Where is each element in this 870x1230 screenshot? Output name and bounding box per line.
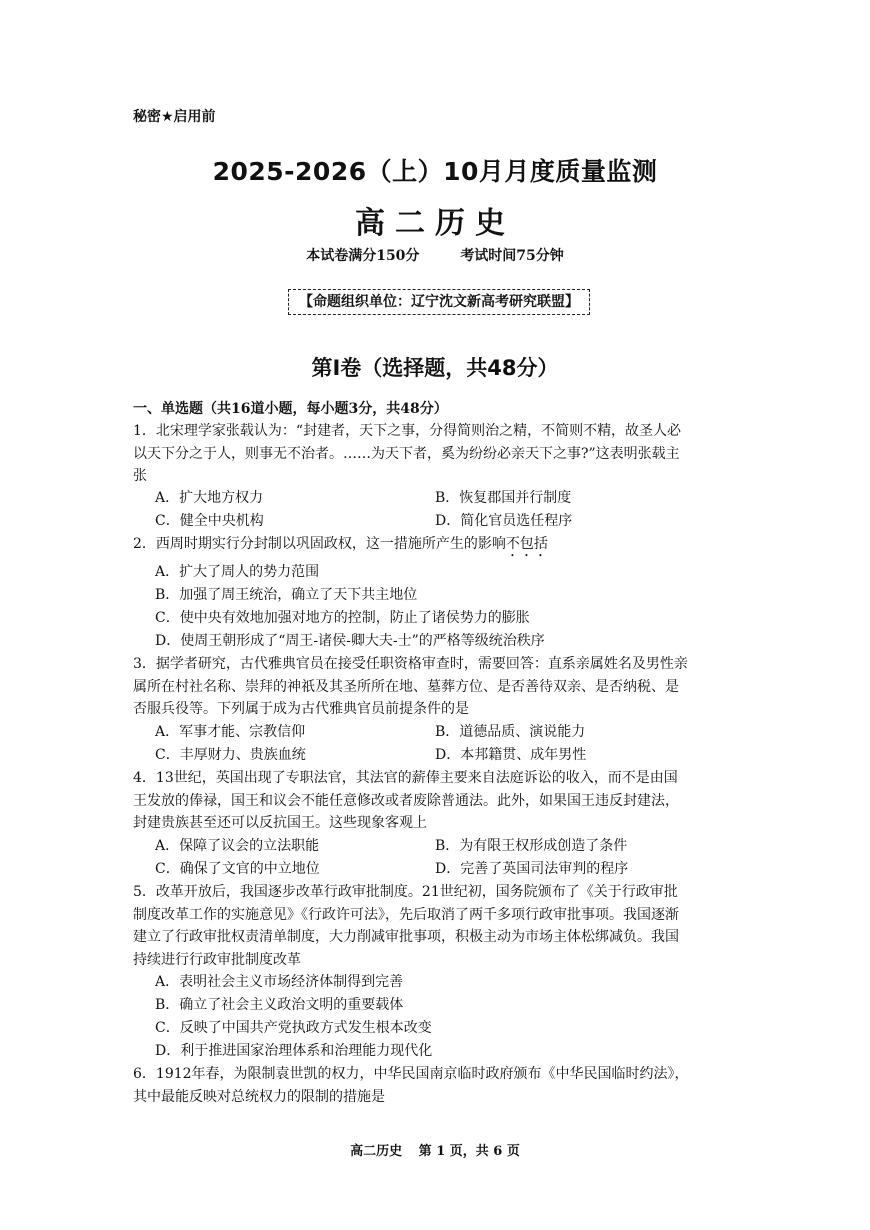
q3-line: 否服兵役等。下列属于成为古代雅典官员前提条件的是 xyxy=(133,701,469,717)
q4-line: 4．13世纪，英国出现了专职法官，其法官的薪俸主要来自法庭诉讼的收入，而不是由国 xyxy=(133,770,678,786)
q5-option-b: B．确立了社会主义政治文明的重要载体 xyxy=(155,997,404,1013)
organizer-box: 【命题组织单位：辽宁沈文新高考研究联盟】 xyxy=(288,289,590,315)
exam-title: 2025-2026（上）10月月度质量监测 xyxy=(212,157,658,186)
q5-option-a: A．表明社会主义市场经济体制得到完善 xyxy=(155,974,404,990)
q1-option-d: D．简化官员选任程序 xyxy=(435,513,573,529)
full-score: 本试卷满分150分 xyxy=(306,248,420,264)
q1-option-a: A．扩大地方权力 xyxy=(155,490,264,506)
exam-info xyxy=(0,245,870,265)
q5-line: 建立了行政审批权责清单制度，大力削减审批事项，积极主动为市场主体松绑减负。我国 xyxy=(133,929,679,945)
q4-option-a: A．保障了议会的立法职能 xyxy=(155,838,320,854)
section-title: 一、单选题（共16道小题，每小题3分，共48分） xyxy=(133,401,448,417)
q6-line: 6．1912年春，为限制袁世凯的权力，中华民国南京临时政府颁布《中华民国临时约法》， xyxy=(133,1066,689,1082)
footer-subject: 高二历史 xyxy=(350,1144,403,1159)
q4-option-d: D．完善了英国司法审判的程序 xyxy=(435,861,629,877)
question-2 xyxy=(133,533,739,560)
q2-option-a: A．扩大了周人的势力范围 xyxy=(155,564,320,580)
q1-option-c: C．健全中央机构 xyxy=(155,513,264,529)
q3-option-d: D．本邦籍贯、成年男性 xyxy=(435,747,587,763)
q3-option-b: B．道德品质、演说能力 xyxy=(435,724,586,740)
q5-line: 5．改革开放后，我国逐步改革行政审批制度。21世纪初，国务院颁布了《关于行政审批 xyxy=(133,884,678,900)
part-title: 第Ⅰ卷（选择题，共48分） xyxy=(311,356,559,380)
question-3 xyxy=(133,653,739,721)
q5-option-c: C．反映了中国共产党执政方式发生根本改变 xyxy=(155,1020,432,1036)
q2-stem: 2．西周时期实行分封制以巩固政权，这一措施所产生的影响 xyxy=(133,536,506,552)
q3-line: 3．据学者研究，古代雅典官员在接受任职资格审查时，需要回答：直系亲属姓名及男性亲 xyxy=(133,656,688,672)
page-footer xyxy=(0,1140,870,1159)
q5-line: 制度改革工作的实施意见》《行政许可法》，先后取消了两千多项行政审批事项。我国逐渐 xyxy=(133,906,679,923)
q1-line: 张 xyxy=(133,468,147,484)
q2-option-c: C．使中央有效地加强对地方的控制，防止了诸侯势力的膨胀 xyxy=(155,610,530,626)
question-5 xyxy=(133,881,739,971)
q4-option-b: B．为有限王权形成创造了条件 xyxy=(435,838,628,854)
q4-line: 王发放的俸禄，国王和议会不能任意修改或者废除普通法。此外，如果国王违反封建法， xyxy=(133,792,679,809)
q5-line: 持续进行行政审批制度改革 xyxy=(133,951,301,968)
q2-option-b: B．加强了周王统治，确立了天下共主地位 xyxy=(155,587,418,603)
q3-line: 属所在村社名称、崇拜的神祇及其圣所所在地、墓葬方位、是否善待双亲、是否纳税、是 xyxy=(133,678,679,695)
q4-option-c: C．确保了文官的中立地位 xyxy=(155,861,320,877)
q3-option-c: C．丰厚财力、贵族血统 xyxy=(155,747,306,763)
exam-subject: 高二历史 xyxy=(355,206,515,241)
question-4 xyxy=(133,767,739,835)
q6-line: 其中最能反映对总统权力的限制的措施是 xyxy=(133,1088,385,1105)
q2-emphasis: 不包括 xyxy=(505,536,548,552)
question-6 xyxy=(133,1063,739,1108)
exam-time: 考试时间75分钟 xyxy=(460,248,564,264)
q1-line: 1．北宋理学家张载认为：“封建者，天下之事，分得简则治之精，不简则不精，故圣人必 xyxy=(133,423,682,439)
q3-option-a: A．军事才能、宗教信仰 xyxy=(155,724,306,740)
question-1 xyxy=(133,420,739,488)
q1-line: 以天下分之于人，则事无不治者。……为天下者，奚为纷纷必亲天下之事?”这表明张载主 xyxy=(133,445,680,462)
page-number: 第 1 页，共 6 页 xyxy=(418,1144,520,1159)
q2-option-d: D．使周王朝形成了“周王-诸侯-卿大夫-士”的严格等级统治秩序 xyxy=(155,633,545,649)
q1-option-b: B．恢复郡国并行制度 xyxy=(435,490,572,506)
secret-label: 秘密★启用前 xyxy=(133,109,216,125)
q4-line: 封建贵族甚至还可以反抗国王。这些现象客观上 xyxy=(133,815,427,831)
q5-option-d: D．利于推进国家治理体系和治理能力现代化 xyxy=(155,1043,433,1059)
